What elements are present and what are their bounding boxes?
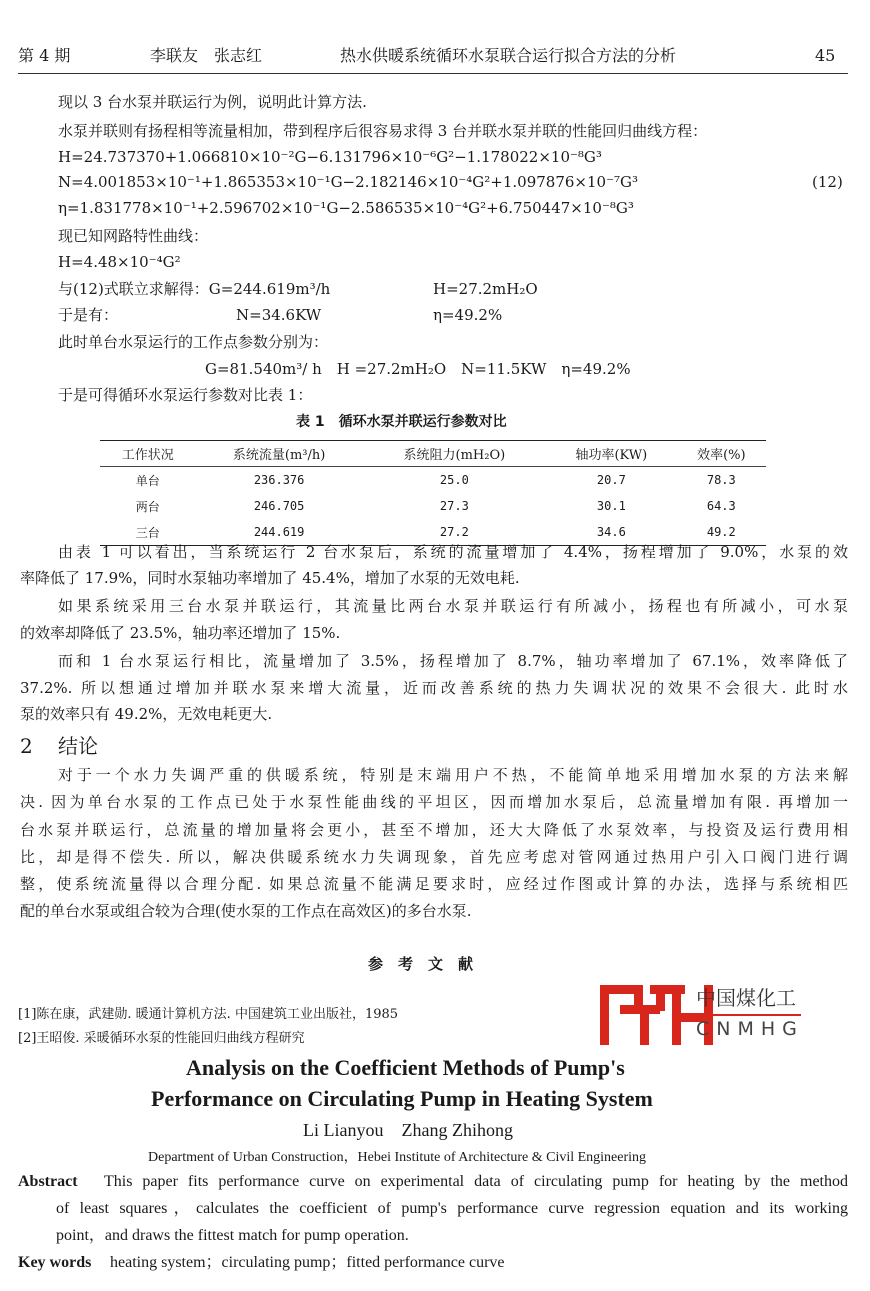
body-line: 与(12)式联立求解得：G=244.619m³/h <box>58 280 331 298</box>
reference-item: [2]王昭俊. 采暖循环水泵的性能回归曲线方程研究 <box>18 1031 305 1046</box>
equation-h: H=24.737370+1.066810×10⁻²G−6.131796×10⁻⁶G²−1.178022×10⁻⁸G³ <box>58 148 602 166</box>
section-number: 2 <box>20 734 33 758</box>
table-row <box>100 493 766 519</box>
body-line: 如果系统采用三台水泵并联运行，其流量比两台水泵并联运行有所减小，扬程也有所减小，可水泵 <box>58 597 848 615</box>
table-cell: 78.3 <box>706 473 736 487</box>
page-number: 45 <box>815 46 836 65</box>
table-cell: 30.1 <box>596 499 626 513</box>
running-authors: 李联友 张志红 <box>150 46 263 65</box>
table-cell: 49.2 <box>706 525 736 539</box>
english-title: Performance on Circulating Pump in Heating System <box>151 1086 653 1111</box>
equation-number: (12) <box>812 173 843 191</box>
abstract-label: Abstract <box>18 1173 78 1190</box>
english-title: Analysis on the Coefficient Methods of Pump's <box>186 1055 625 1080</box>
table-cell: 单台 <box>135 473 160 488</box>
body-line: H=27.2mH₂O <box>433 280 538 298</box>
table-cell: 244.619 <box>253 525 305 539</box>
body-line: 于是有： <box>58 306 119 324</box>
column-header: 系统阻力(mH₂O) <box>363 441 546 467</box>
body-line: 整，使系统流量得以合理分配. 如果总流量不能满足要求时，应经过作图或计算的办法，选择与系统相匹 <box>20 875 848 893</box>
network-curve: H=4.48×10⁻⁴G² <box>58 253 181 271</box>
equation-eta: η=1.831778×10⁻¹+2.596702×10⁻¹G−2.586535×10⁻⁴G²+6.750447×10⁻⁸G³ <box>58 199 634 217</box>
watermark-cn-text: 中国煤化工 <box>696 986 796 1010</box>
table-cell: 25.0 <box>439 473 469 487</box>
table-caption: 表 1 循环水泵并联运行参数对比 <box>296 414 507 430</box>
header-rule <box>18 73 848 74</box>
equation-n: N=4.001853×10⁻¹+1.865353×10⁻¹G−2.182146×10⁻⁴G²+1.097876×10⁻⁷G³ <box>58 173 639 191</box>
body-line: 此时单台水泵运行的工作点参数分别为： <box>58 333 329 351</box>
watermark-en-text: CNMHG <box>696 1018 804 1040</box>
table-cell: 20.7 <box>596 473 626 487</box>
keywords-label: Key words <box>18 1254 92 1271</box>
abstract-line: This paper fits performance curve on experimental data of circulating pump for heating by the method <box>104 1173 848 1190</box>
table-header-row <box>100 441 766 467</box>
body-line: 比，却是得不偿失. 所以，解决供暖系统水力失调现象，首先应考虑对管网通过热用户引入口阀门进行调 <box>20 848 848 866</box>
abstract-line: of least squares，calculates the coefficient of pump's performance curve regression equation and its working <box>56 1200 848 1217</box>
body-line: 率降低了 17.9%，同时水泵轴功率增加了 45.4%，增加了水泵的无效电耗. <box>20 569 520 587</box>
body-line: 而和 1 台水泵运行相比，流量增加了 3.5%，扬程增加了 8.7%，轴功率增加了 67.1%，效率降低了 <box>58 652 848 670</box>
table-cell: 27.3 <box>439 499 469 513</box>
issue-number: 第 4 期 <box>18 46 71 65</box>
body-line: 台水泵并联运行，总流量的增加量将会更小，甚至不增加，还大大降低了水泵效率，与投资及运行费用相 <box>20 821 848 839</box>
body-line: 水泵并联则有扬程相等流量相加，带到程序后很容易求得 3 台并联水泵并联的性能回归曲线方程： <box>58 122 708 140</box>
body-line: 的效率却降低了 23.5%，轴功率还增加了 15%. <box>20 624 341 642</box>
body-line: η=49.2% <box>433 306 503 324</box>
body-line: 配的单台水泵或组合较为合理(使水泵的工作点在高效区)的多台水泵. <box>20 902 472 920</box>
column-header: 工作状况 <box>100 441 196 467</box>
table-cell: 两台 <box>135 499 160 514</box>
body-line: 决. 因为单台水泵的工作点已处于水泵性能曲线的平坦区，因而增加水泵后，总流量增加有限. 再增加一 <box>20 793 848 811</box>
body-line: 泵的效率只有 49.2%，无效电耗更大. <box>20 705 273 723</box>
english-authors: Li Lianyou Zhang Zhihong <box>303 1120 513 1140</box>
table-cell: 64.3 <box>706 499 736 513</box>
english-affiliation: Department of Urban Construction，Hebei Institute of Architecture & Civil Engineering <box>148 1150 647 1165</box>
body-line: 37.2%. 所以想通过增加并联水泵来增大流量，近而改善系统的热力失调状况的效果不会很大. 此时水 <box>20 679 848 697</box>
references-heading: 参 考 文 献 <box>368 955 474 973</box>
table-cell: 34.6 <box>596 525 626 539</box>
table-cell: 236.376 <box>253 473 305 487</box>
table-row <box>100 467 766 494</box>
table-cell: 246.705 <box>253 499 305 513</box>
comparison-table <box>100 440 766 546</box>
keywords: heating system；circulating pump；fitted performance curve <box>110 1254 505 1271</box>
body-line: G=81.540m³/ h H =27.2mH₂O N=11.5KW η=49.2% <box>205 360 631 378</box>
body-line: 对于一个水力失调严重的供暖系统，特别是末端用户不热，不能简单地采用增加水泵的方法来解 <box>58 766 848 784</box>
table-cell: 27.2 <box>439 525 469 539</box>
table-cell: 三台 <box>135 525 160 540</box>
reference-item: [1]陈在康，武建勋. 暖通计算机方法. 中国建筑工业出版社，1985 <box>18 1007 399 1022</box>
body-line: N=34.6KW <box>236 306 322 324</box>
body-line: 现以 3 台水泵并联运行为例，说明此计算方法. <box>58 93 367 111</box>
column-header: 轴功率(KW) <box>546 441 677 467</box>
running-title: 热水供暖系统循环水泵联合运行拟合方法的分析 <box>340 46 677 65</box>
body-line: 由表 1 可以看出，当系统运行 2 台水泵后，系统的流量增加了 4.4%，扬程增加了 9.0%，水泵的效 <box>58 543 848 561</box>
column-header: 效率(%) <box>677 441 766 467</box>
body-line: 现已知网路特性曲线： <box>58 227 209 245</box>
column-header: 系统流量(m³/h) <box>196 441 363 467</box>
section-title: 结论 <box>58 734 98 758</box>
body-line: 于是可得循环水泵运行参数对比表 1： <box>58 386 313 404</box>
abstract-line: point，and draws the fittest match for pump operation. <box>56 1227 409 1244</box>
